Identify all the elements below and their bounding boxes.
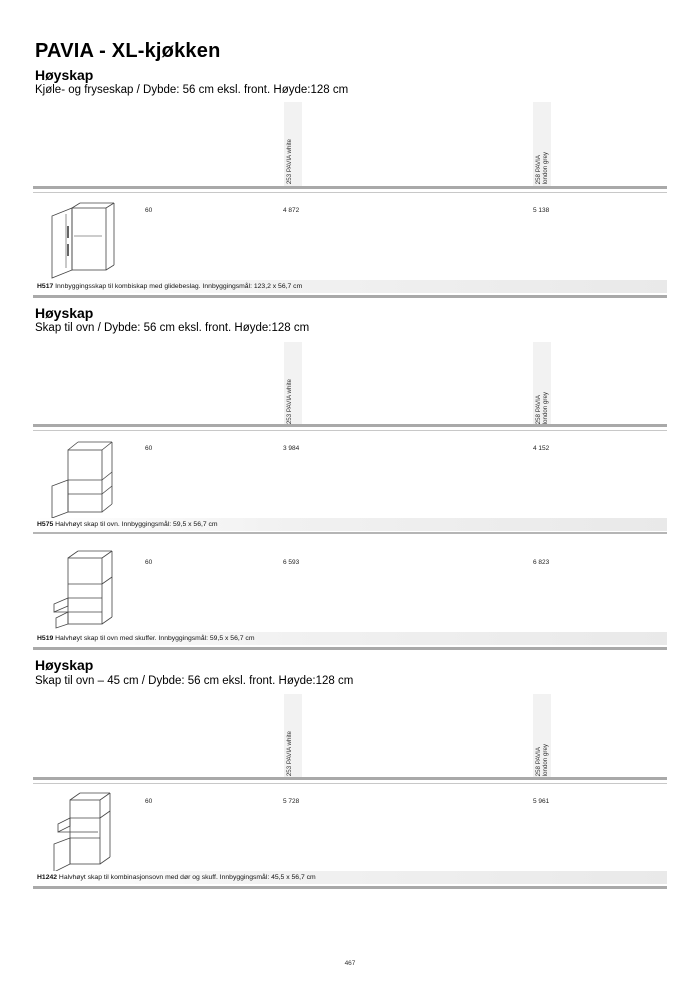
cabinet-drawing-h517 [40,200,130,285]
product-footer [33,518,667,531]
section-end-rule [33,886,667,889]
section-rule [33,424,667,427]
price-grey: 4 152 [533,445,550,452]
product-description: Halvhøyt skap til ovn med skuffer. Innbyggingsmål: 59,5 x 56,7 cm [55,635,255,642]
product-description: Halvhøyt skap til ovn. Innbyggingsmål: 59,5 x 56,7 cm [55,521,218,528]
price-grey: 6 823 [533,559,550,566]
section-title: Høyskap [35,67,94,83]
section-rule-thin [33,783,667,784]
price-white: 5 728 [283,798,300,805]
section-rule-thin [33,192,667,193]
column-header-grey: 258 PAVIA london grey [533,694,551,778]
cabinet-drawing-h1242 [40,788,130,873]
section-subtitle: Skap til ovn / Dybde: 56 cm eksl. front. Høyde:128 cm [35,322,310,334]
price-white: 6 593 [283,559,300,566]
product-width: 60 [145,559,153,566]
section-title: Høyskap [35,657,94,673]
section-rule [33,777,667,780]
product-footer [33,871,667,884]
section-rule [33,186,667,189]
column-header-white: 253 PAVIA white [284,694,302,778]
column-header-white: 253 PAVIA white [284,102,302,186]
product-width: 60 [145,445,153,452]
product-width: 60 [145,207,153,214]
price-white: 4 872 [283,207,300,214]
product-code: H517 [37,283,54,290]
product-footer [33,280,667,293]
section-end-rule [33,295,667,298]
product-code: H519 [37,635,54,642]
page-title: PAVIA - XL-kjøkken [35,40,221,62]
page-number: 467 [344,960,356,967]
product-footer [33,632,667,645]
section-subtitle: Kjøle- og fryseskap / Dybde: 56 cm eksl. front. Høyde:128 cm [35,84,349,96]
product-code: H575 [37,521,54,528]
price-white: 3 984 [283,445,300,452]
product-width: 60 [145,798,153,805]
cabinet-drawing-h575 [40,436,130,521]
column-header-white: 253 PAVIA white [284,342,302,426]
section-end-rule [33,647,667,650]
row-divider [33,532,667,534]
cabinet-drawing-h519 [40,548,130,633]
section-rule-thin [33,430,667,431]
product-description: Innbyggingsskap til kombiskap med glidebeslag. Innbyggingsmål: 123,2 x 56,7 cm [55,283,303,290]
price-grey: 5 138 [533,207,550,214]
column-header-grey: 258 PAVIA london grey [533,342,551,426]
section-title: Høyskap [35,305,94,321]
section-subtitle: Skap til ovn – 45 cm / Dybde: 56 cm eksl. front. Høyde:128 cm [35,675,354,687]
product-code: H1242 [37,874,58,881]
column-header-grey: 258 PAVIA london grey [533,102,551,186]
product-description: Halvhøyt skap til kombinasjonsovn med dør og skuff. Innbyggingsmål: 45,5 x 56,7 cm [58,874,316,881]
price-grey: 5 961 [533,798,550,805]
